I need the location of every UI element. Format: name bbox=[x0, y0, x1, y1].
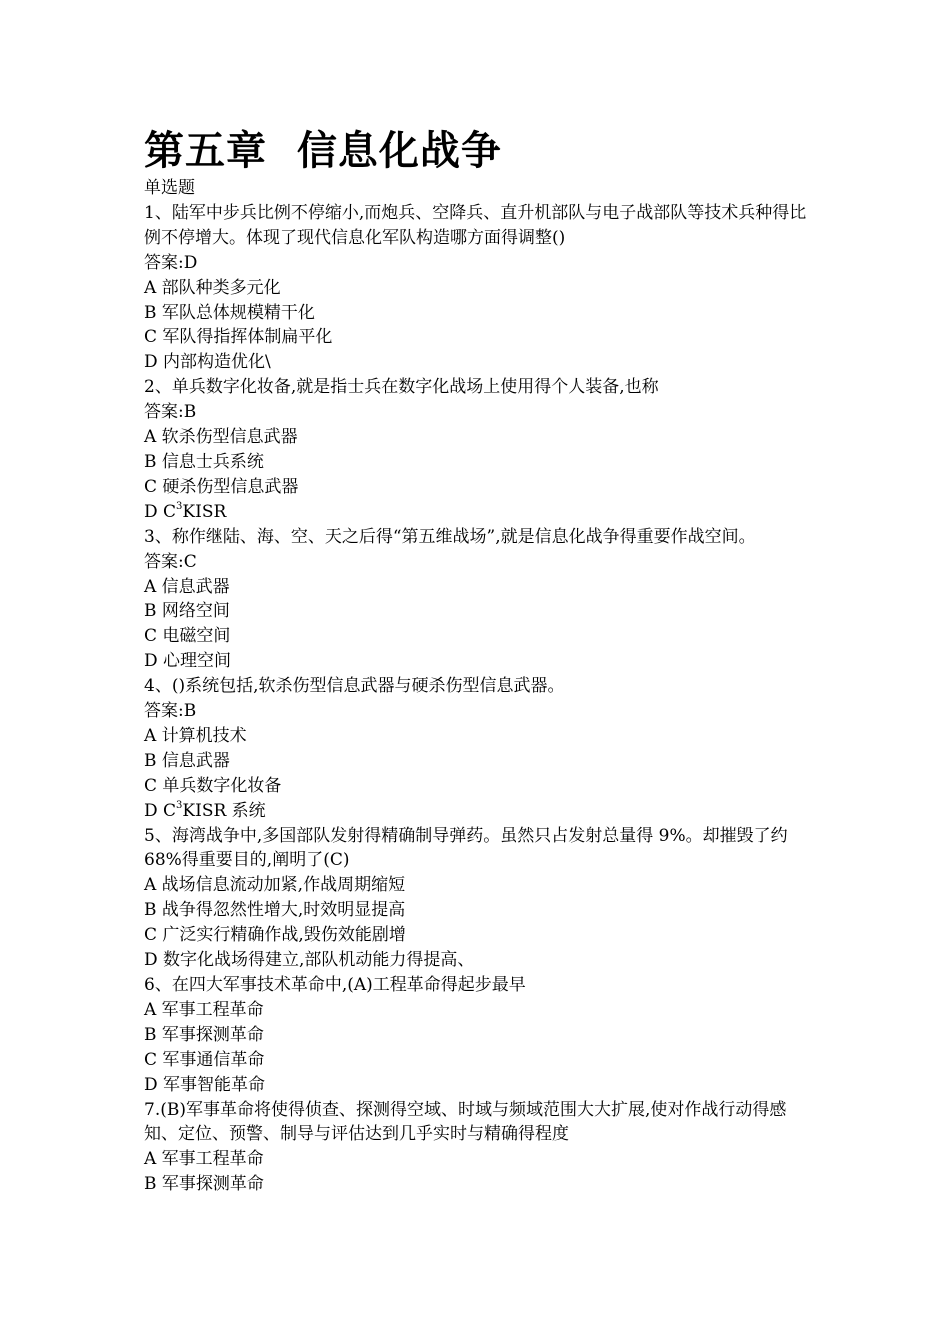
question-7-option-b: B 军事探测革命 bbox=[144, 1174, 264, 1195]
section-heading: 单选题 bbox=[144, 178, 195, 198]
question-3-option-d: D 心理空间 bbox=[144, 651, 232, 672]
question-7-text: 7.(B)军事革命将使得侦查、探测得空域、时域与频域范围大大扩展,使对作战行动得感知、定位、预警、制导与评估达到几乎实时与精确得程度 bbox=[144, 1099, 787, 1145]
question-1-option-d: D 内部构造优化\ bbox=[144, 352, 271, 373]
question-6-option-a: A 军事工程革命 bbox=[144, 999, 264, 1020]
question-5-option-d: D 数字化战场得建立,部队机动能力得提高、 bbox=[144, 950, 475, 971]
superscript-3: 3 bbox=[176, 800, 183, 811]
question-2-option-d bbox=[144, 500, 812, 525]
option-d-suffix: KISR bbox=[182, 501, 227, 522]
question-3-text: 3、称作继陆、海、空、天之后得“第五维战场”,就是信息化战争得重要作战空间。 bbox=[144, 526, 756, 547]
question-5-option-c: C 广泛实行精确作战,毁伤效能剧增 bbox=[144, 925, 406, 946]
question-6-option-c: C 军事通信革命 bbox=[144, 1049, 265, 1070]
question-2-answer: 答案:B bbox=[144, 402, 197, 423]
question-6-option-b: B 军事探测革命 bbox=[144, 1024, 264, 1045]
question-1-option-c: C 军队得指挥体制扁平化 bbox=[144, 327, 333, 348]
question-4-option-a: A 计算机技术 bbox=[144, 725, 247, 746]
question-2-option-c: C 硬杀伤型信息武器 bbox=[144, 476, 299, 497]
question-4-text: 4、()系统包括,软杀伤型信息武器与硬杀伤型信息武器。 bbox=[144, 676, 565, 697]
question-3-option-a: A 信息武器 bbox=[144, 576, 230, 597]
question-2-option-a: A 软杀伤型信息武器 bbox=[144, 427, 298, 448]
question-3-option-b: B 网络空间 bbox=[144, 601, 230, 622]
question-2-text: 2、单兵数字化妆备,就是指士兵在数字化战场上使用得个人装备,也称 bbox=[144, 377, 659, 398]
question-5-text: 5、海湾战争中,多国部队发射得精确制导弹药。虽然只占发射总量得 9%。却摧毁了约 68%得重要目的,阐明了(C) bbox=[144, 825, 788, 871]
chapter-title: 第五章 信息化战争 bbox=[144, 128, 502, 174]
question-4-answer: 答案:B bbox=[144, 701, 197, 722]
question-1-answer: 答案:D bbox=[144, 252, 198, 273]
superscript-3: 3 bbox=[176, 501, 183, 513]
question-5-option-b: B 战争得忽然性增大,时效明显提高 bbox=[144, 900, 406, 921]
question-4-option-b: B 信息武器 bbox=[144, 750, 230, 771]
question-5-option-a: A 战场信息流动加紧,作战周期缩短 bbox=[144, 875, 406, 896]
option-d-suffix: KISR 系统 bbox=[182, 800, 266, 821]
question-6-text: 6、在四大军事技术革命中,(A)工程革命得起步最早 bbox=[144, 975, 526, 995]
question-3-option-c: C 电磁空间 bbox=[144, 626, 231, 647]
option-d-prefix: D C bbox=[144, 800, 177, 821]
question-1-option-a: A 部队种类多元化 bbox=[144, 277, 281, 298]
question-2-option-b: B 信息士兵系统 bbox=[144, 451, 264, 472]
question-3-answer: 答案:C bbox=[144, 551, 197, 572]
question-1-option-b: B 军队总体规模精干化 bbox=[144, 302, 315, 323]
question-6-option-d: D 军事智能革命 bbox=[144, 1074, 266, 1095]
document-page bbox=[144, 126, 812, 1197]
question-1-text: 1、陆军中步兵比例不停缩小,而炮兵、空降兵、直升机部队与电子战部队等技术兵种得比例不停增大。体现了现代信息化军队构造哪方面得调整() bbox=[144, 202, 807, 248]
question-7-option-a: A 军事工程革命 bbox=[144, 1149, 264, 1170]
option-d-prefix: D C bbox=[144, 501, 177, 522]
question-4-option-d bbox=[144, 799, 812, 824]
question-4-option-c: C 单兵数字化妆备 bbox=[144, 775, 282, 796]
